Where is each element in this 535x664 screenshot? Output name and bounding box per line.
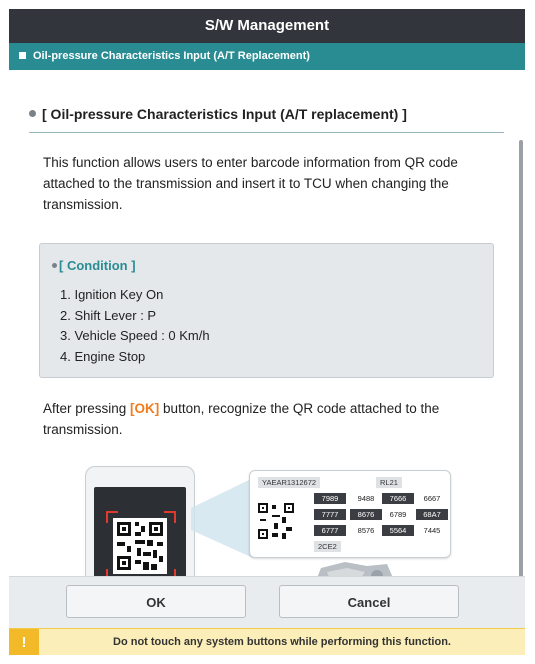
transmission-icon bbox=[307, 558, 397, 576]
subheader-bar bbox=[9, 43, 525, 70]
label-code: RL21 bbox=[376, 477, 402, 488]
label-cell: 9488 bbox=[357, 494, 375, 503]
label-footer: 2CE2 bbox=[314, 541, 341, 552]
section-heading-text: [ Oil-pressure Characteristics Input (A/T replacement) ] bbox=[42, 106, 407, 122]
qr-label-card bbox=[249, 470, 451, 558]
subheader-title: Oil-pressure Characteristics Input (A/T Replacement) bbox=[33, 50, 310, 62]
label-cell: 7445 bbox=[423, 526, 441, 535]
button-bar bbox=[9, 576, 525, 628]
sw-management-dialog bbox=[9, 9, 525, 655]
condition-item: 4. Engine Stop bbox=[60, 348, 146, 364]
instruction-after: button, recognize the QR code attached to the transmission. bbox=[43, 401, 440, 437]
window-title: S/W Management bbox=[9, 9, 525, 43]
function-description: This function allows users to enter barcode information from QR code attached to the transmission and insert it to TCU when changing the transmission. bbox=[43, 155, 458, 212]
instruction-ok-highlight: [OK] bbox=[130, 401, 160, 416]
ok-button[interactable]: OK bbox=[66, 585, 246, 618]
tablet-screen bbox=[94, 487, 186, 576]
condition-box bbox=[39, 243, 494, 378]
condition-list bbox=[60, 285, 210, 367]
cancel-button[interactable]: Cancel bbox=[279, 585, 459, 618]
qr-code-icon bbox=[113, 518, 167, 574]
scan-beam-icon bbox=[191, 478, 253, 558]
label-qr-code-icon bbox=[258, 503, 294, 539]
content-area bbox=[9, 70, 525, 576]
bullet-dot-icon bbox=[52, 263, 57, 268]
label-cell: 5564 bbox=[382, 525, 414, 536]
condition-title bbox=[52, 258, 136, 273]
warning-icon: ! bbox=[9, 629, 39, 655]
label-cell: 6789 bbox=[389, 510, 407, 519]
condition-item: 3. Vehicle Speed : 0 Km/h bbox=[60, 328, 210, 343]
label-cell: 6667 bbox=[423, 494, 441, 503]
label-cell: 8676 bbox=[350, 509, 382, 520]
label-cell: 6777 bbox=[314, 525, 346, 536]
square-bullet-icon bbox=[19, 52, 26, 59]
condition-item: 1. Ignition Key On bbox=[60, 287, 164, 302]
scrollbar[interactable] bbox=[519, 140, 523, 576]
section-heading bbox=[29, 106, 504, 133]
condition-title-text: [ Condition ] bbox=[59, 258, 136, 273]
label-cell: 7777 bbox=[314, 509, 346, 520]
instruction-text bbox=[43, 398, 483, 440]
qr-scan-illustration bbox=[9, 460, 525, 576]
warning-text: Do not touch any system buttons while performing this function. bbox=[113, 636, 451, 648]
tablet-device-icon bbox=[85, 466, 195, 576]
label-cell: 7989 bbox=[314, 493, 346, 504]
label-cell: 68A7 bbox=[416, 509, 448, 520]
label-id: YAEAR1312672 bbox=[258, 477, 320, 488]
bullet-dot-icon bbox=[29, 110, 36, 117]
warning-bar bbox=[9, 628, 525, 655]
label-cell: 8576 bbox=[357, 526, 375, 535]
condition-item: 2. Shift Lever : P bbox=[60, 307, 157, 323]
label-cell: 7666 bbox=[382, 493, 414, 504]
instruction-before: After pressing bbox=[43, 401, 131, 416]
